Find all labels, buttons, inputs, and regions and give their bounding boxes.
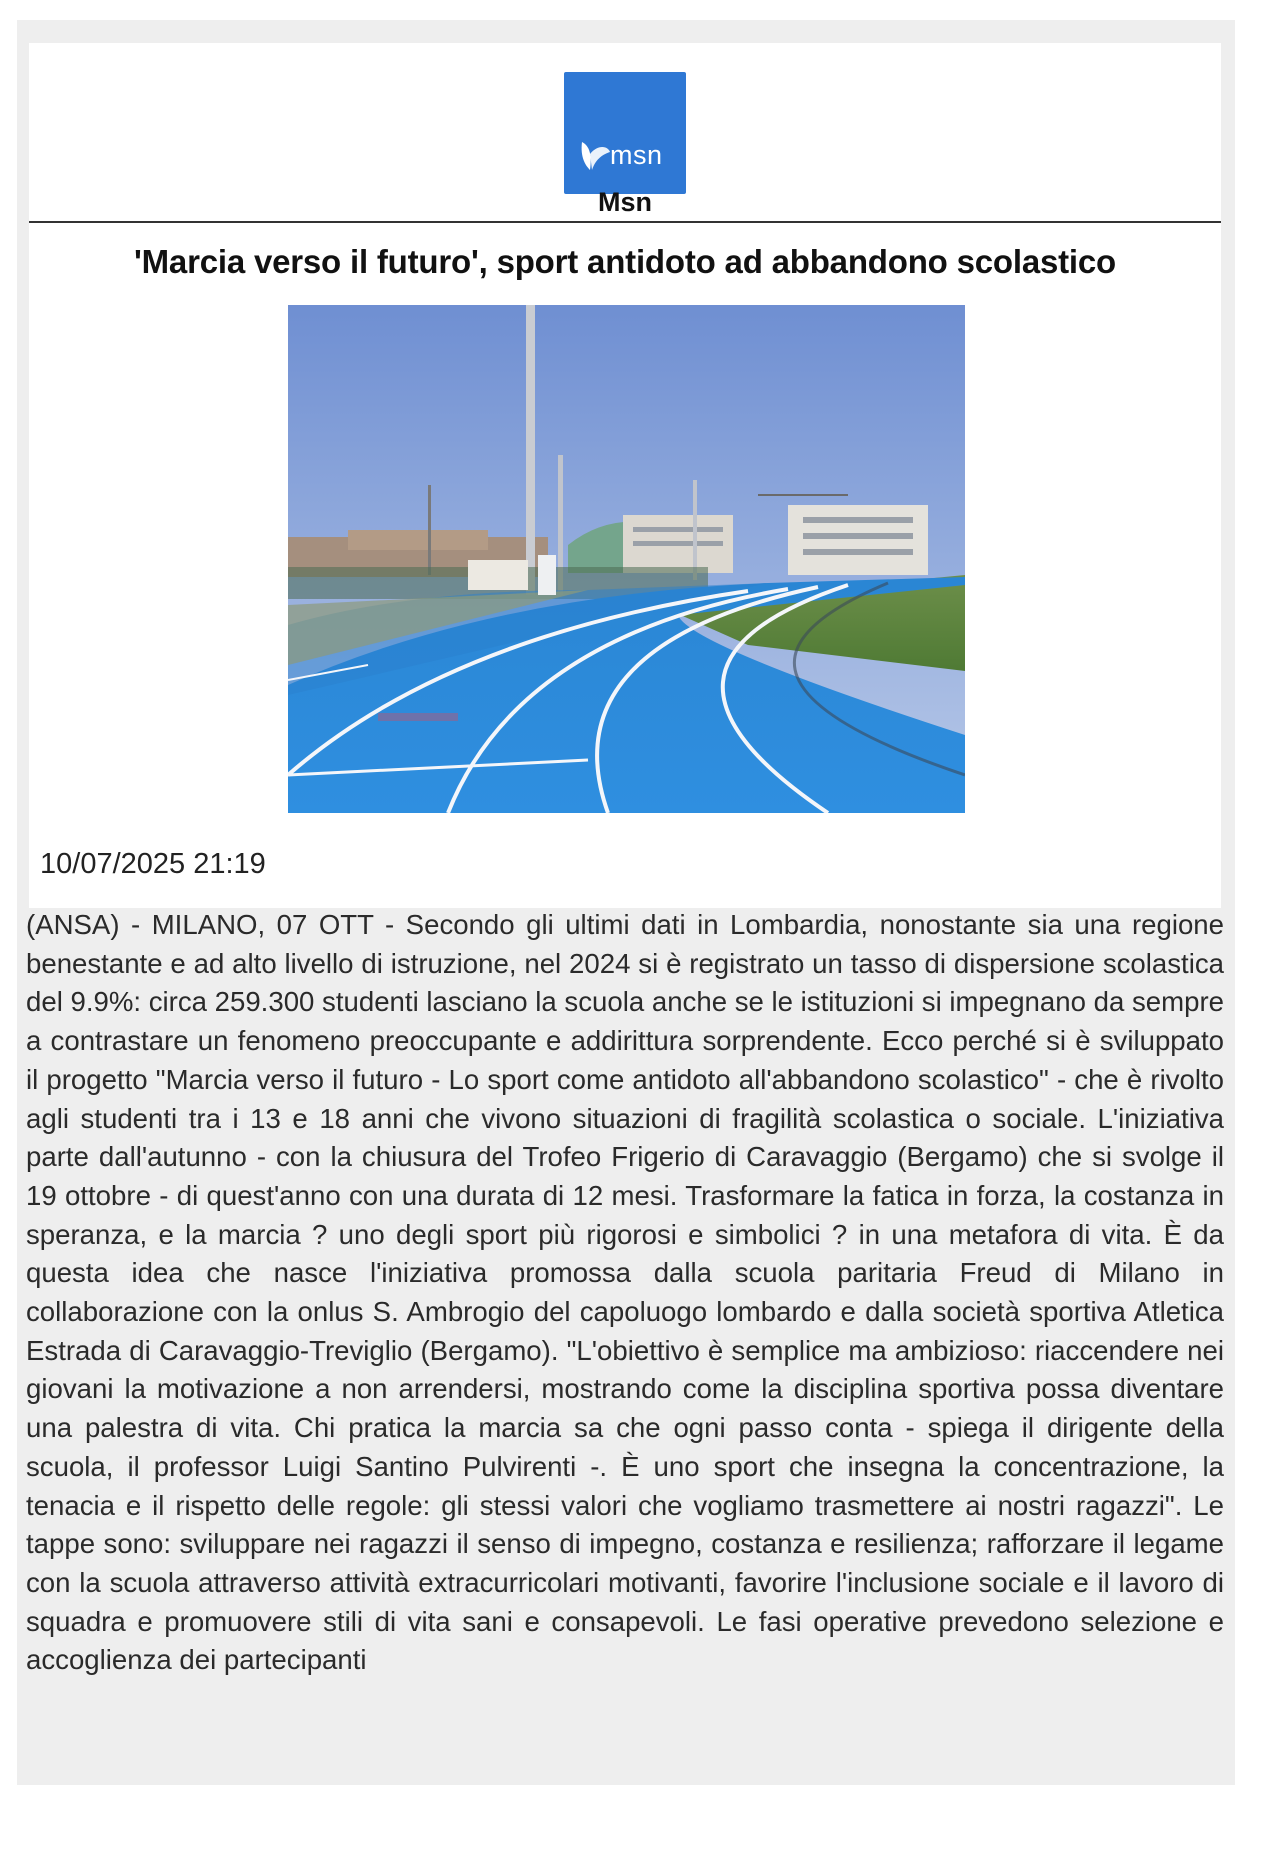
article-timestamp: 10/07/2025 21:19 (40, 848, 266, 880)
msn-butterfly-icon (576, 136, 612, 176)
article-header-card (29, 43, 1221, 908)
article-frame (17, 20, 1235, 1785)
source-logo (564, 72, 686, 194)
article-headline: 'Marcia verso il futuro', sport antidoto ad abbandono scolastico (133, 243, 1117, 280)
article-photo (288, 305, 965, 813)
header-divider (29, 221, 1221, 223)
source-name: Msn (598, 187, 652, 217)
athletics-track-image (288, 305, 965, 813)
source-logo-text: msn (610, 140, 663, 170)
article-body: (ANSA) - MILANO, 07 OTT - Secondo gli ultimi dati in Lombardia, nonostante sia una regione benestante e ad alto livello di istruzione, nel 2024 si è registrato un tasso di dispersione scolastica del 9.9%: circa 259.300 studenti lasciano la scuola anche se le istituzioni si impegnano da sempre a contrastare un fenomeno preoccupante e addirittura sorprendente. Ecco perché si è sviluppato il progetto "Marcia verso il futuro - Lo sport come antidoto all'abbandono scolastico" - che è rivolto agli studenti tra i 13 e 18 anni che vivono situazioni di fragilità scolastica o sociale. L'iniziativa parte dall'autunno - con la chiusura del Trofeo Frigerio di Caravaggio (Bergamo) che si svolge il 19 ottobre - di quest'anno con una durata di 12 mesi. Trasformare la fatica in forza, la costanza in speranza, e la marcia ? uno degli sport più rigorosi e simbolici ? in una metafora di vita. È da questa idea che nasce l'iniziativa promossa dalla scuola paritaria Freud di Milano in collaborazione con la onlus S. Ambrogio del capoluogo lombardo e dalla società sportiva Atletica Estrada di Caravaggio-Treviglio (Bergamo). "L'obiettivo è semplice ma ambizioso: riaccendere nei giovani la motivazione a non arrendersi, mostrando come la disciplina sportiva possa diventare una palestra di vita. Chi pratica la marcia sa che ogni passo conta - spiega il dirigente della scuola, il professor Luigi Santino Pulvirenti -. È uno sport che insegna la concentrazione, la tenacia e il rispetto delle regole: gli stessi valori che vogliamo trasmettere ai nostri ragazzi". Le tappe sono: sviluppare nei ragazzi il senso di impegno, costanza e resilienza; rafforzare il legame con la scuola attraverso attività extracurricolari motivanti, favorire l'inclusione sociale e il lavoro di squadra e promuovere stili di vita sani e consapevoli. Le fasi operative prevedono selezione e accoglienza dei partecipanti (26, 909, 1224, 1676)
